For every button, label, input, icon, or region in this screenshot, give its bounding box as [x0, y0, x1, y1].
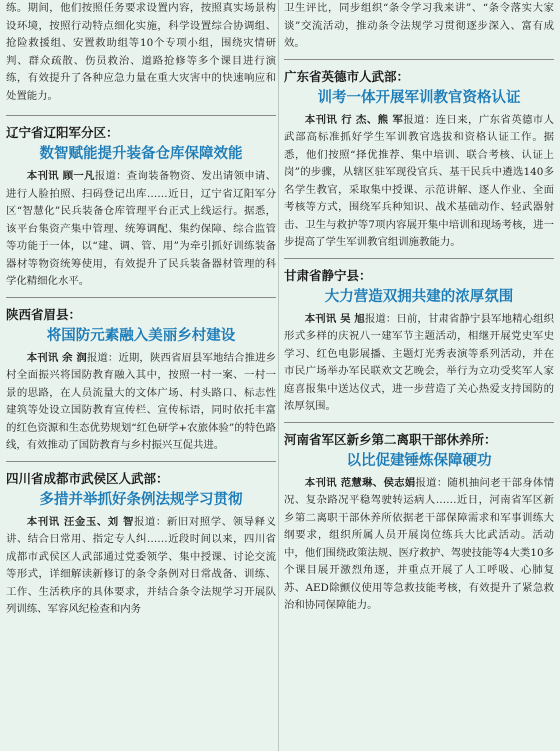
article-meixian — [6, 306, 276, 462]
article-body: 本刊讯 顾一凡报道：查询装备物资、发出请领申请、进行人脸拍照、扫码登记出库……近日，辽宁省辽阳军分区“智慧化”民兵装备仓库管理平台正式上线运行。据悉，该平台集资产集中管理、统筹调配、集约保障、综合监管等功能于一体，以“建、调、管、用”为牵引抓好训练装备器材等物资统筹使用，有效提升了民兵装备器材管理的科学化精细化水平。 — [6, 170, 276, 287]
article-liaoyang — [6, 124, 276, 298]
right-column — [284, 0, 554, 629]
article-headline: 将国防元素融入美丽乡村建设 — [46, 327, 236, 344]
article-continued — [6, 0, 276, 116]
article-region: 河南省军区新乡第二离职干部休养所： — [284, 431, 497, 447]
article-region: 广东省英德市人武部： — [284, 68, 410, 84]
article-wuhou — [6, 470, 276, 625]
article-headline: 多措并举抓好条例法规学习贯彻 — [39, 491, 243, 508]
article-byline: 本刊讯 顾一凡 — [26, 170, 95, 182]
article-region: 甘肃省静宁县： — [284, 267, 372, 283]
article-byline: 本刊讯 行 杰、熊 军 — [304, 113, 404, 126]
article-headline: 数智赋能提升装备仓库保障效能 — [39, 146, 243, 162]
article-region: 四川省成都市武侯区人武部： — [6, 470, 169, 486]
article-xinxiang — [284, 431, 554, 621]
article-wuhou-continued — [284, 0, 554, 60]
article-body: 本刊讯 行 杰、熊 军报道：连日来，广东省英德市人武部高标准抓好学生军训教官选拔和资格认证工作。据悉，他们按照“择优推荐、集中培训、联合考核、认证上岗”的步骤，从辖区驻军现役官兵、基干民兵中遴选140多名学生教官，采取集中授课、示范讲解、逐人作业、全面考核等方式，围绕军兵种知识、战术基础动作、轻武器射击、卫生与救护等7项内容展开集中培训和现场考核，进一步提高了学生军训教官组训施教能力。 — [284, 113, 554, 248]
article-body: 练。期间，他们按照任务要求设置内容，按照真实场景构设环境，按照行动特点细化实施，科学设置综合协调组、抢险救援组、安置救助组等10个专项小组，围绕灾情研判、群众疏散、伤员救治、道路抢修等多个课目进行演练，有效提升了各种应急力量在重大灾害中的快速响应和处置能力。 — [6, 2, 276, 102]
article-headline: 以比促建锤炼保障硬功 — [346, 452, 492, 469]
article-body: 本刊讯 余 润报道：近期，陕西省眉县军地结合推进乡村全面振兴将国防教育融入其中，按照一村一案、一村一景的思路，在人员流量大的文体广场、村头路口、标志性建筑等处设立国防教育宣传栏、宣传标语，同时依托丰富的红色资源和生态优势规划“红色研学+农旅体验”的特色路线，有效推动了国防教育与乡村振兴互促共进。 — [6, 351, 277, 451]
article-body: 卫生评比，同步组织“条令学习我来讲”、“条令落实大家谈”交流活动，推动条令法规学习贯彻逐步深入、富有成效。 — [284, 2, 554, 49]
article-region: 陕西省眉县： — [6, 306, 82, 322]
column-divider — [278, 0, 279, 751]
article-byline: 本刊讯 余 润 — [26, 351, 87, 364]
article-byline: 本刊讯 汪金玉、刘 智 — [26, 515, 134, 528]
article-body: 本刊讯 汪金玉、刘 智报道：新旧对照学、领导释义讲、结合日常用、指定专人纠……近段时间以来，四川省成都市武侯区人武部通过党委领学、集中授课、讨论交流等形式，详细解读新修订的条令条例对日常战备、训练、工作、生活秩序的具体要求，并结合条令法规学习开展队列训练、军容风纪检查和内务 — [6, 515, 277, 615]
article-body: 本刊讯 范慧琳、侯志娟报道：随机抽问老干部身体情况、复杂路况平稳驾驶转运病人……近日，河南省军区新乡第二离职干部休养所依据老干部保障需求和军事训练大纲要求，组织所属人员开展岗位练兵大比武活动。活动中，他们围绕政策法规、医疗救护、驾驶技能等4大类10多个课目展开激烈角逐，并重点开展了人工呼吸、心肺复苏、AED除颤仪使用等急救技能考核，有效提升了紧急救治和协同保障能力。 — [284, 476, 555, 611]
left-column — [6, 0, 276, 633]
article-byline: 本刊讯 范慧琳、侯志娟 — [304, 476, 416, 489]
article-jingning — [284, 267, 554, 423]
article-headline: 训考一体开展军训教官资格认证 — [317, 89, 521, 106]
article-yingde — [284, 68, 554, 259]
article-headline: 大力营造双拥共建的浓厚氛围 — [324, 288, 514, 305]
article-region: 辽宁省辽阳军分区： — [6, 125, 119, 140]
article-byline: 本刊讯 吴 旭 — [304, 312, 365, 325]
article-body: 本刊讯 吴 旭报道：日前，甘肃省静宁县军地精心组织形式多样的庆祝八一建军节主题活动，相继开展党史军史学习、红色电影展播、主题灯光秀表演等系列活动，并在市民广场举办军民联欢文艺晚会，举行为立功受奖军人家庭喜报集中送达仪式，进一步营造了关心热爱支持国防的浓厚氛围。 — [284, 312, 555, 412]
